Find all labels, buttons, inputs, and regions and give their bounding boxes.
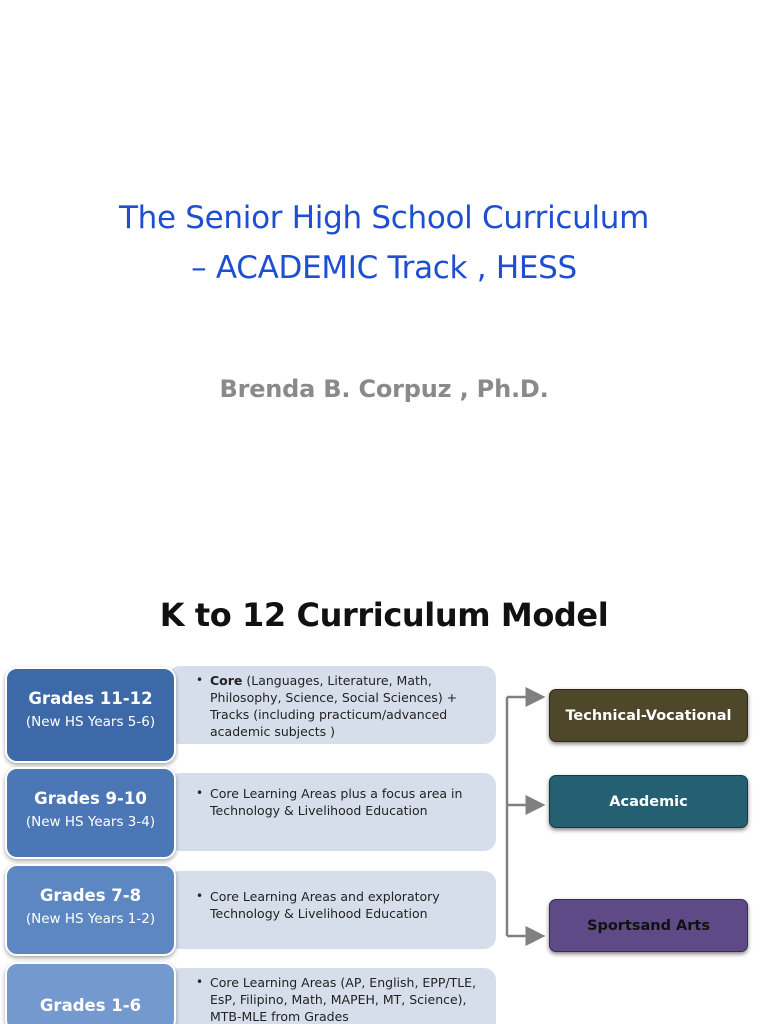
- desc-text: Core Learning Areas plus a focus area in Technology & Livelihood Education: [210, 786, 463, 818]
- desc-text: Core Learning Areas and exploratory Technology & Livelihood Education: [210, 889, 440, 921]
- model-title: K to 12 Curriculum Model: [159, 596, 609, 634]
- slide-title-line2: – ACADEMIC Track , HESS: [191, 250, 577, 286]
- grade-subtitle: (New HS Years 5-6): [25, 714, 156, 730]
- bullet-icon: •: [196, 975, 204, 989]
- track-technical-vocational: Technical-Vocational: [549, 689, 748, 742]
- grade-title: Grades 1-6: [39, 996, 142, 1015]
- track-academic: Academic: [549, 775, 748, 828]
- grade-title: Grades 11-12: [28, 689, 153, 708]
- bullet-icon: •: [196, 889, 204, 903]
- grade-title: Grades 7-8: [39, 886, 142, 905]
- bullet-icon: •: [196, 786, 204, 800]
- curriculum-model-slide: [0, 576, 768, 1024]
- grade-title: Grades 9-10: [34, 789, 147, 808]
- slide-title-line1: The Senior High School Curriculum: [118, 200, 650, 236]
- grade-subtitle: (New HS Years 3-4): [25, 814, 156, 830]
- author-name: Brenda B. Corpuz , Ph.D.: [219, 375, 549, 403]
- desc-text: (Languages, Literature, Math, Philosophy, Science, Social Sciences) + Tracks (including practicum/advanced academic subjects ): [210, 673, 458, 739]
- grade-subtitle: (New HS Years 1-2): [25, 911, 156, 927]
- bullet-icon: •: [196, 673, 204, 687]
- track-sports-and-arts: Sportsand Arts: [549, 899, 748, 952]
- desc-bold-label: Core: [210, 673, 243, 688]
- desc-text: Core Learning Areas (AP, English, EPP/TLE, EsP, Filipino, Math, MAPEH, MT, Science), MTB-MLE from Grades: [210, 975, 477, 1024]
